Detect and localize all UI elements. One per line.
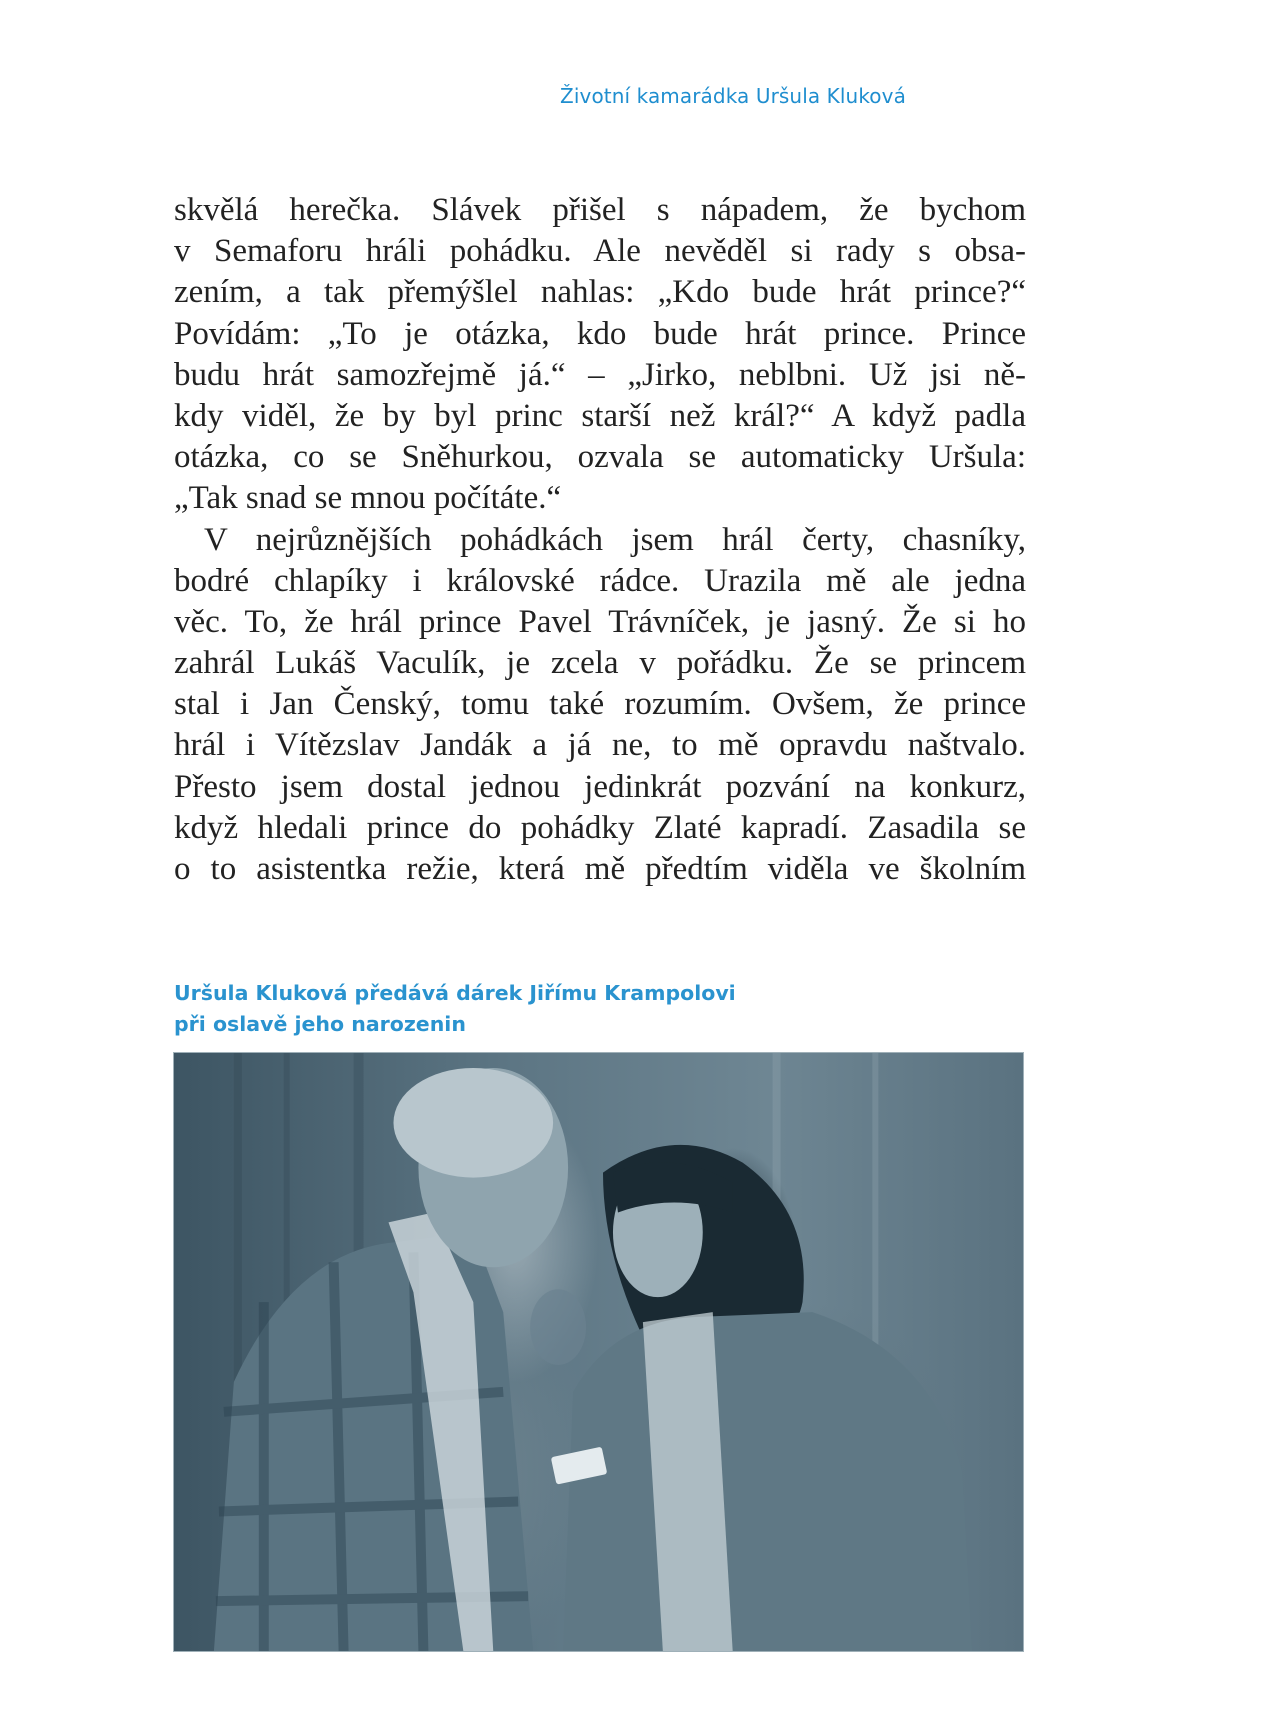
- text-line: skvělá herečka. Slávek přišel s nápadem, že bychom: [174, 192, 1026, 228]
- text-line: když hledali prince do pohádky Zlaté kapradí. Zasadila se: [174, 809, 1026, 846]
- text-line: otázka, co se Sněhurkou, ozvala se automaticky Uršula:: [174, 439, 1026, 476]
- text-line: věc. To, že hrál prince Pavel Trávníček, je jasný. Že si ho: [174, 603, 1026, 640]
- text-line: kdy viděl, že by byl princ starší než král?“ A když padla: [174, 397, 1026, 434]
- text-line: stal i Jan Čenský, tomu také rozumím. Ovšem, že prince: [174, 686, 1026, 723]
- text-line: Povídám: „To je otázka, kdo bude hrát prince. Prince: [174, 315, 1026, 352]
- text-line: „Tak snad se mnou počítáte.“: [174, 480, 562, 517]
- running-head: Životní kamarádka Uršula Kluková: [560, 84, 906, 108]
- text-line: budu hrát samozřejmě já.“ – „Jirko, neblbni. Už jsi ně-: [174, 356, 1026, 393]
- photo-caption: [174, 978, 874, 1040]
- text-line: v Semaforu hráli pohádku. Ale nevěděl si rady s obsa-: [174, 233, 1026, 270]
- caption-line: Uršula Kluková předává dárek Jiřímu Krampolovi: [174, 981, 736, 1005]
- background-person: [530, 1289, 586, 1365]
- body-text: [174, 190, 1026, 890]
- woman-figure: [563, 1312, 972, 1651]
- text-line: hrál i Vítězslav Jandák a já ne, to mě opravdu naštvalo.: [174, 727, 1026, 764]
- text-line: zahrál Lukáš Vaculík, je zcela v pořádku. Že se princem: [174, 645, 1026, 682]
- text-line: o to asistentka režie, která mě předtím viděla ve školním: [174, 851, 1026, 887]
- photo: [173, 1052, 1024, 1652]
- text-line: zením, a tak přemýšlel nahlas: „Kdo bude hrát prince?“: [174, 274, 1026, 311]
- photo-illustration: [174, 1053, 1023, 1651]
- text-line: V nejrůznějších pohádkách jsem hrál čerty, chasníky,: [204, 521, 1026, 558]
- caption-line: při oslavě jeho narozenin: [174, 1012, 466, 1036]
- text-line: bodré chlapíky i královské rádce. Urazila mě ale jedna: [174, 562, 1026, 599]
- man-hair: [393, 1068, 553, 1178]
- text-line: Přesto jsem dostal jednou jedinkrát pozvání na konkurz,: [174, 768, 1026, 805]
